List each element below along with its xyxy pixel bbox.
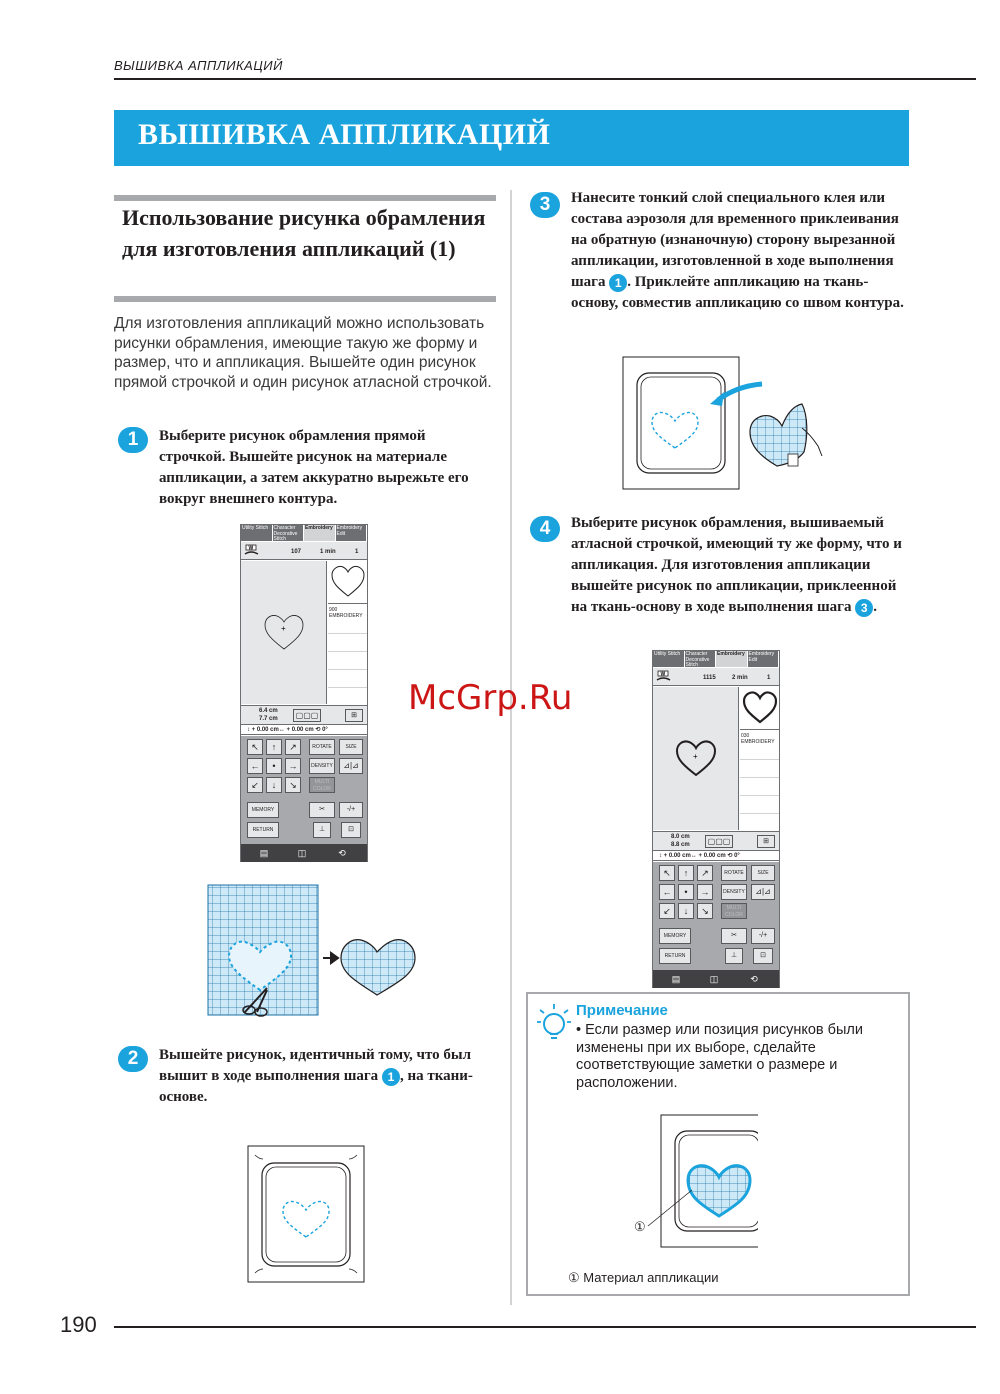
frame-select-button[interactable]: ▢▢▢ — [293, 709, 321, 722]
thread-panel — [328, 561, 367, 704]
heart-thumbnail-icon — [740, 687, 779, 727]
heart-preview-icon — [241, 561, 327, 704]
center-button[interactable]: • — [678, 884, 694, 900]
size-bar — [241, 705, 367, 725]
arrow-down-left-button[interactable]: ↙ — [247, 777, 263, 793]
pattern-height: 8.0 cm — [671, 834, 690, 840]
heart-thumbnail-icon — [328, 561, 367, 601]
thread-info-2 — [741, 733, 775, 745]
position-offsets-2: ↕ + 0.00 cm↔ + 0.00 cm ⟲ 0° — [653, 852, 779, 861]
arrow-up-left-button[interactable]: ↖ — [659, 865, 675, 881]
section-rule-top — [114, 195, 496, 201]
color-count: 1 — [355, 549, 359, 555]
step-2-text-main: Вышейте рисунок, идентичный тому, что был вышит в ходе выполнения шага — [159, 1047, 472, 1084]
lightbulb-icon — [536, 1002, 572, 1042]
section-title: Использование рисунка обрамления для изготовления аппликаций (1) — [122, 205, 486, 261]
page-number: 190 — [60, 1312, 97, 1337]
pattern-preview — [241, 561, 327, 704]
top-rule — [114, 78, 976, 80]
lcd-screen-2 — [652, 650, 780, 988]
lcd-tabs — [241, 525, 367, 541]
return-button[interactable]: RETURN — [659, 948, 691, 964]
machine-icon[interactable]: ◫ — [297, 848, 307, 858]
step-4-badge: 4 — [530, 516, 560, 542]
mirror-button[interactable]: ⊿|⊿ — [339, 758, 363, 774]
edit-controls — [241, 736, 367, 844]
step-3-text-end: . Приклейте аппликацию на ткань-основу, совместив аппликацию со швом контура. — [571, 274, 904, 311]
presser-foot-icon — [244, 544, 262, 558]
running-head: ВЫШИВКА АППЛИКАЦИЙ — [114, 58, 283, 73]
needle-count-button[interactable]: -/+ — [751, 928, 775, 944]
pattern-width: 8.8 cm — [671, 842, 690, 848]
check-frame-button[interactable]: ⊡ — [341, 822, 361, 838]
stitch-count: 107 — [291, 549, 302, 555]
stitch-count: 1115 — [703, 675, 716, 681]
check-frame-button[interactable]: ⊡ — [753, 948, 773, 964]
note-text: • Если размер или позиция рисунков были изменены при их выборе, сделайте соответствующие заметки о размере и расположении. — [576, 1022, 863, 1091]
step-ref-1: 1 — [382, 1068, 400, 1086]
thread-panel-2 — [740, 687, 779, 830]
return-button[interactable]: RETURN — [247, 822, 279, 838]
rotate-button[interactable]: ROTATE — [309, 739, 335, 755]
tab-embroidery-edit[interactable]: Embroidery Edit — [336, 525, 368, 541]
pattern-height: 6.4 cm — [259, 708, 278, 714]
step-2-text-end: , на ткани-основе. — [159, 1068, 473, 1105]
chapter-title: ВЫШИВКА АППЛИКАЦИЙ — [138, 118, 551, 151]
thread-code: 900 — [329, 607, 338, 613]
lcd-screen-1 — [240, 524, 368, 862]
memory-button[interactable]: MEMORY — [659, 928, 691, 944]
tab-embroidery[interactable]: Embroidery — [304, 525, 336, 541]
tab-embroidery-edit[interactable]: Embroidery Edit — [748, 651, 780, 667]
size-button[interactable]: SIZE — [751, 865, 775, 881]
thread-name: EMBROIDERY — [741, 739, 775, 745]
svg-text:W: W — [660, 671, 666, 678]
document-icon[interactable]: ▤ — [671, 974, 681, 984]
tab-utility-stitch[interactable]: Utility Stitch — [653, 651, 685, 667]
step-2-text — [159, 1045, 489, 1108]
info-bar — [241, 542, 367, 560]
step-1-badge: 1 — [118, 427, 148, 453]
settings-icon[interactable]: ⟲ — [750, 974, 758, 984]
step-4-text-end: . — [873, 599, 877, 615]
chapter-banner — [114, 110, 909, 166]
machine-icon[interactable]: ◫ — [709, 974, 719, 984]
tab-utility-stitch[interactable]: Utility Stitch — [241, 525, 273, 541]
bottom-rule — [114, 1326, 976, 1328]
arrow-left-button[interactable]: ← — [247, 758, 263, 774]
center-button[interactable]: • — [266, 758, 282, 774]
step-ref-1b: 1 — [609, 274, 627, 292]
thread-cut-button[interactable]: ✂ — [721, 928, 747, 944]
document-icon[interactable]: ▤ — [259, 848, 269, 858]
step-1-text: Выберите рисунок обрамления прямой строчкой. Вышейте рисунок на материале аппликации, а затем аккуратно вырежьте его вокруг внешнего контура. — [159, 428, 469, 507]
needle-count-button[interactable]: -/+ — [339, 802, 363, 818]
frame-select-button[interactable]: ▢▢▢ — [705, 835, 733, 848]
multi-color-button[interactable]: MULTI COLOR — [721, 903, 747, 919]
starting-point-button[interactable]: ⊥ — [725, 948, 743, 964]
color-count: 1 — [767, 675, 771, 681]
arrow-up-left-button[interactable]: ↖ — [247, 739, 263, 755]
attach-applique-illustration — [622, 356, 832, 490]
size-button[interactable]: SIZE — [339, 739, 363, 755]
info-bar-2 — [653, 668, 779, 686]
note-box — [526, 992, 910, 1296]
pattern-width: 7.7 cm — [259, 716, 278, 722]
lcd-bottom-bar-2 — [653, 970, 779, 988]
sew-time: 2 min — [732, 675, 748, 681]
arrow-up-right-button[interactable]: ↗ — [697, 865, 713, 881]
tab-embroidery[interactable]: Embroidery — [716, 651, 748, 667]
step-4-text — [571, 513, 906, 618]
thread-code: 030 — [741, 733, 750, 739]
starting-point-button[interactable]: ⊥ — [313, 822, 331, 838]
step-3-badge: 3 — [530, 192, 560, 218]
arrow-right-button[interactable]: → — [697, 884, 713, 900]
arrow-up-button[interactable]: ↑ — [678, 865, 694, 881]
arrow-up-button[interactable]: ↑ — [266, 739, 282, 755]
heart-preview-icon — [653, 687, 739, 830]
lcd-tabs-2 — [653, 651, 779, 667]
memory-button[interactable]: MEMORY — [247, 802, 279, 818]
callout-marker: ① — [634, 1219, 646, 1234]
svg-text:W: W — [248, 545, 254, 552]
position-offsets: ↕ + 0.00 cm↔ + 0.00 cm ⟲ 0° — [241, 726, 367, 735]
pattern-preview-2 — [653, 687, 739, 830]
trial-button[interactable]: ⊞ — [757, 835, 775, 848]
mirror-button[interactable]: ⊿|⊿ — [751, 884, 775, 900]
density-button[interactable]: DENSITY — [309, 758, 335, 774]
note-title: Примечание — [576, 1002, 668, 1019]
arrow-down-right-button[interactable]: ↘ — [697, 903, 713, 919]
cutout-illustration — [205, 880, 415, 1020]
thread-name: EMBROIDERY — [329, 613, 363, 619]
settings-icon[interactable]: ⟲ — [338, 848, 346, 858]
trial-button[interactable]: ⊞ — [345, 709, 363, 722]
tab-character-stitch[interactable]: Character Decorative Stitch — [273, 525, 305, 541]
watermark: McGrp.Ru — [408, 678, 573, 718]
lcd-bottom-bar — [241, 844, 367, 862]
hoop-dashed-heart-illustration — [247, 1145, 365, 1283]
arrow-right-button[interactable]: → — [285, 758, 301, 774]
rotate-button[interactable]: ROTATE — [721, 865, 747, 881]
step-2-badge: 2 — [118, 1046, 148, 1072]
thread-info — [329, 607, 363, 619]
step-4-text-main: Выберите рисунок обрамления, вышиваемый атласной строчкой, имеющий ту же форму, что и аппликация. Для изготовления аппликации вышейте рисунок по аппликации, приклеенной на ткань-основу в ходе выполнения шага — [571, 515, 902, 615]
step-ref-3: 3 — [855, 599, 873, 617]
step-3-text — [571, 188, 906, 314]
arrow-left-button[interactable]: ← — [659, 884, 675, 900]
svg-text:+: + — [281, 624, 286, 633]
section-rule-bottom — [114, 296, 496, 302]
intro-paragraph: Для изготовления аппликаций можно использовать рисунки обрамления, имеющие такую же форму и размер, что и аппликация. Вышейте один рисунок прямой строчкой и один рисунок атласной строчкой. — [114, 315, 492, 391]
tab-character-stitch[interactable]: Character Decorative Stitch — [685, 651, 717, 667]
multi-color-button[interactable]: MULTI COLOR — [309, 777, 335, 793]
svg-text:+: + — [693, 752, 698, 761]
sew-time: 1 min — [320, 549, 336, 555]
column-separator — [510, 190, 512, 1305]
arrow-up-right-button[interactable]: ↗ — [285, 739, 301, 755]
presser-foot-icon — [656, 670, 674, 684]
edit-controls-2 — [653, 862, 779, 970]
arrow-down-button[interactable]: ↓ — [266, 777, 282, 793]
size-bar-2 — [653, 831, 779, 851]
arrow-down-right-button[interactable]: ↘ — [285, 777, 301, 793]
note-caption: ① Материал аппликации — [568, 1270, 719, 1285]
thread-cut-button[interactable]: ✂ — [309, 802, 335, 818]
density-button[interactable]: DENSITY — [721, 884, 747, 900]
arrow-down-button[interactable]: ↓ — [678, 903, 694, 919]
arrow-down-left-button[interactable]: ↙ — [659, 903, 675, 919]
step-3-text-main: Нанесите тонкий слой специального клея или состава аэрозоля для временного приклеивания на обратную (изнаночную) сторону вырезанной аппликации, изготовленной в ходе выполнения шага — [571, 190, 899, 290]
